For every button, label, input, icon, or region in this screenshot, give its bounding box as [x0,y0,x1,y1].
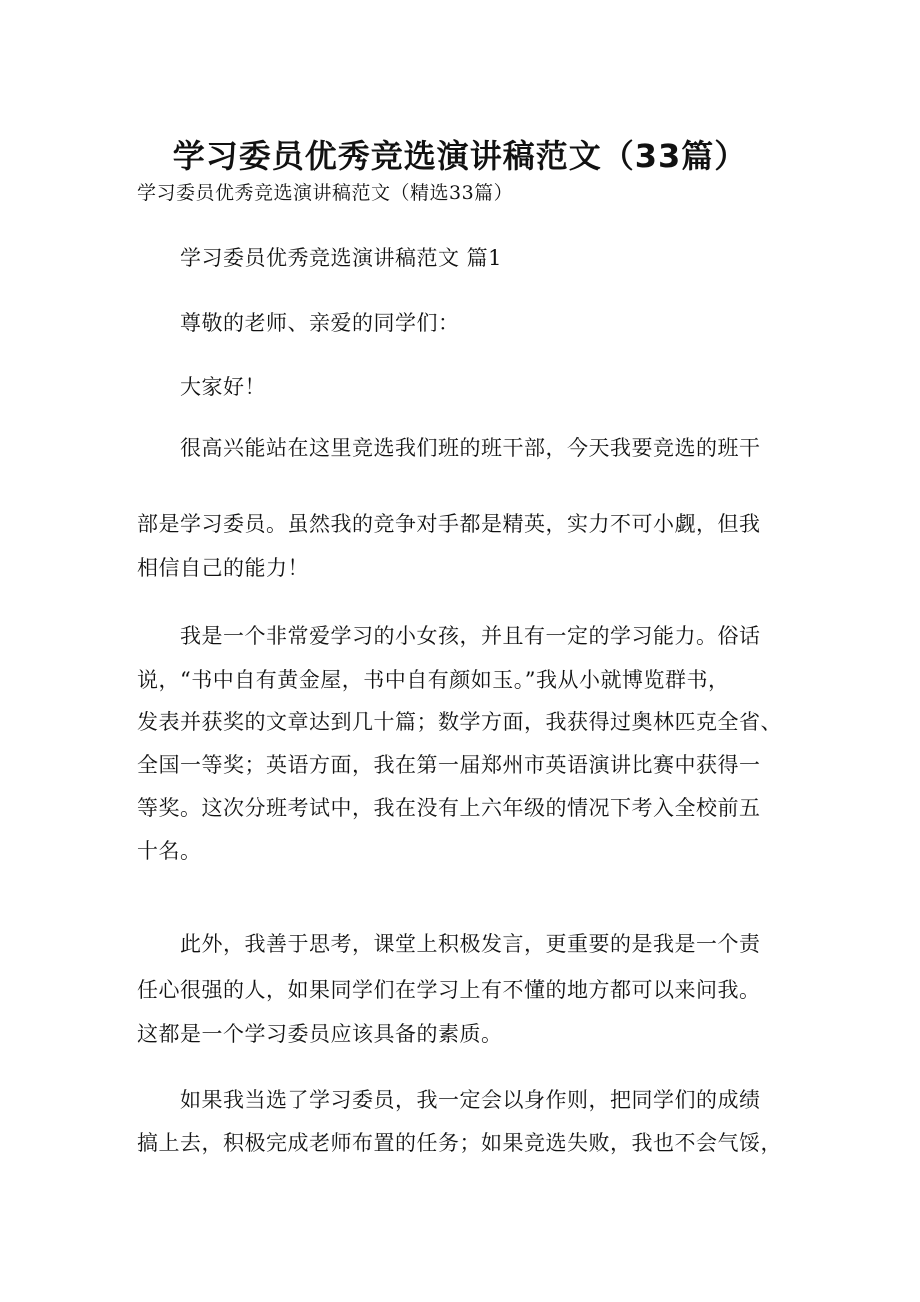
paragraph-line: 我是一个非常爱学习的小女孩，并且有一定的学习能力。俗话 [180,624,761,648]
paragraph-line: 此外，我善于思考，课堂上积极发言，更重要的是我是一个责 [180,932,761,956]
paragraph-line: 很高兴能站在这里竞选我们班的班干部，今天我要竞选的班干 [180,436,761,460]
paragraph-line: 如果我当选了学习委员，我一定会以身作则，把同学们的成绩 [180,1088,761,1112]
paragraph-line: 部是学习委员。虽然我的竞争对手都是精英，实力不可小觑，但我 [137,512,761,536]
paragraph-line: 十名。 [137,839,202,863]
paragraph-line: 搞上去，积极完成老师布置的任务；如果竞选失败，我也不会气馁， [137,1131,782,1155]
paragraph-line: 任心很强的人，如果同学们在学习上有不懂的地方都可以来问我。 [137,978,761,1002]
greeting-line: 大家好！ [180,375,266,399]
paragraph-line: 这都是一个学习委员应该具备的素质。 [137,1022,503,1046]
paragraph-line: 发表并获奖的文章达到几十篇；数学方面，我获得过奥林匹克全省、 [137,710,782,734]
document-subtitle: 学习委员优秀竞选演讲稿范文（精选33篇） [137,182,514,204]
salutation-line: 尊敬的老师、亲爱的同学们： [180,311,460,335]
paragraph-line: 相信自己的能力！ [137,556,309,580]
section-heading: 学习委员优秀竞选演讲稿范文 篇1 [180,246,503,270]
paragraph-line: 等奖。这次分班考试中，我在没有上六年级的情况下考入全校前五 [137,796,761,820]
document-title: 学习委员优秀竞选演讲稿范文（33篇） [172,137,748,175]
paragraph-line: 说，“书中自有黄金屋，书中自有颜如玉。”我从小就博览群书， [137,668,730,692]
paragraph-line: 全国一等奖；英语方面，我在第一届郑州市英语演讲比赛中获得一 [137,753,761,777]
